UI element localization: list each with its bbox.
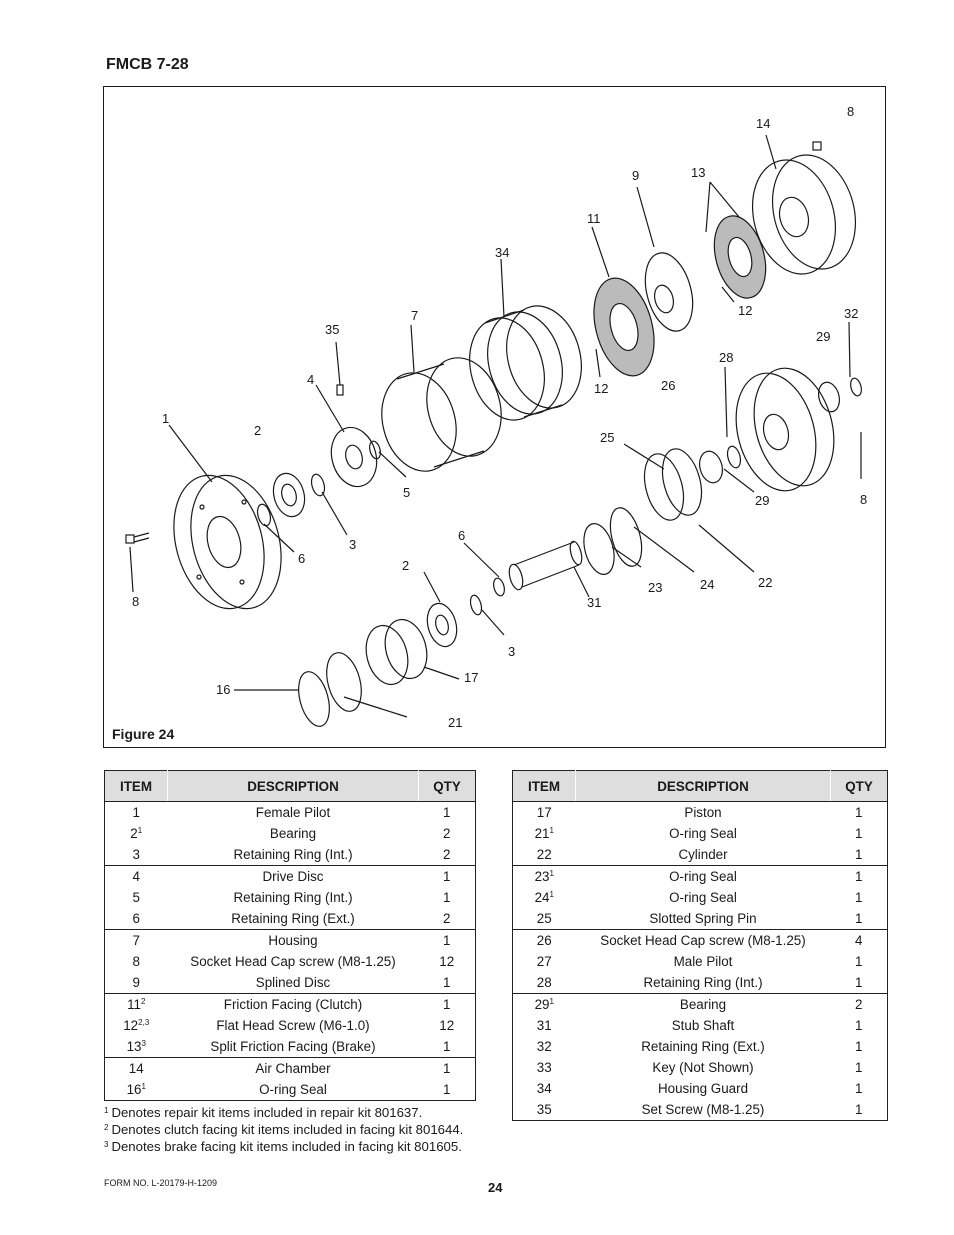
callout-29: 29 [816,329,831,344]
cell-item: 1 [105,802,168,824]
cell-item: 27 [513,951,576,972]
table-row [513,1036,888,1057]
table-row [513,844,888,866]
cell-description: Slotted Spring Pin [649,911,757,926]
piston-drawing [360,615,433,689]
cell-qty: 1 [831,1036,888,1057]
cell-description: O-ring Seal [168,1079,419,1101]
header-item: ITEM [105,771,168,802]
split-facing-drawing [706,210,774,304]
footnote [104,1138,463,1155]
cell-qty: 1 [831,844,888,866]
figure-24 [103,86,886,748]
callout-6: 6 [458,528,466,543]
cell-description: Retaining Ring (Ext.) [641,1039,765,1054]
callout-34: 34 [495,245,510,260]
cell-description: Housing [168,930,419,952]
table-row [513,951,888,972]
callout-21: 21 [448,715,463,730]
cell-qty: 1 [831,1078,888,1099]
cell-item: $29^1$ [513,994,576,1016]
header-description: DESCRIPTION [576,771,831,802]
cell-description: Flat Head Screw (M6-1.0) [216,1018,370,1033]
cell-item: 33 [513,1057,576,1078]
table-row [513,1015,888,1036]
table-row [513,994,888,1016]
table-row [105,844,476,866]
housing-guard-drawing [459,297,592,428]
form-number: FORM NO. L-20179-H-1209 [104,1178,218,1188]
cell-qty: 1 [419,802,476,824]
cell-item: 6 [105,908,168,930]
cell-description: Set Screw (M8-1.25) [576,1099,831,1121]
cell-description: Female Pilot [255,805,331,820]
cell-item: $11^2$ [105,994,168,1016]
callout-2: 2 [254,423,262,438]
callout-23: 23 [648,580,663,595]
cell-item: 35 [513,1099,576,1121]
cell-item: 5 [105,887,168,908]
cell-qty: 1 [831,1057,888,1078]
table-row [105,866,476,888]
cell-description: Housing Guard [657,1081,749,1096]
cell-item: 26 [513,930,576,952]
cell-description: Cylinder [678,847,728,862]
table-row [105,823,476,844]
table-row [513,866,888,888]
table-row [105,1015,476,1036]
cell-description: Piston [684,805,722,820]
stub-shaft-drawing [507,540,584,591]
callout-17: 17 [464,670,479,685]
female-pilot-drawing [160,465,295,619]
bearing-lower-drawing [423,600,461,650]
callout-31: 31 [587,595,602,610]
callout-9: 9 [632,168,640,183]
callout-3: 3 [349,537,357,552]
callout-4: 4 [307,372,315,387]
callout-35: 35 [325,322,340,337]
callout-2: 2 [402,558,410,573]
footnote-text: Denotes brake facing kit items included in facing kit 801605. [111,1139,462,1154]
cell-description: Socket Head Cap screw (M8-1.25) [576,930,831,952]
cell-qty: 1 [831,866,888,888]
table-row [513,887,888,908]
header-qty: QTY [419,771,476,802]
callout-6: 6 [298,551,306,566]
table-row [105,908,476,930]
cell-item: $2^1$ [105,823,168,844]
bearing-drawing [269,470,309,520]
cell-description: Retaining Ring (Ext.) [231,911,355,926]
table-row [105,972,476,994]
cell-item: 8 [105,951,168,972]
exploded-view-drawing [104,87,887,749]
cell-description: Drive Disc [168,866,419,888]
footnotes [104,1104,463,1155]
cell-qty: 1 [831,1015,888,1036]
table-row [105,951,476,972]
cell-qty: 2 [419,823,476,844]
callout-28: 28 [719,350,734,365]
cell-description: Male Pilot [673,954,733,969]
cell-qty: 1 [831,972,888,994]
callout-29: 29 [755,493,770,508]
callout-12: 12 [594,381,609,396]
cell-description: O-ring Seal [669,890,737,905]
callout-32: 32 [844,306,859,321]
table-row [513,823,888,844]
cell-item: 34 [513,1078,576,1099]
cell-description: Retaining Ring (Int.) [233,847,353,862]
table-row [105,887,476,908]
cell-item: 4 [105,866,168,888]
callout-11: 11 [587,211,601,226]
housing-drawing [371,349,511,479]
cell-item: 17 [513,802,576,824]
callout-13: 13 [691,165,706,180]
table-row [513,1078,888,1099]
cell-description: O-ring Seal [669,826,737,841]
cell-item: 25 [513,908,576,930]
cell-qty: 1 [419,972,476,994]
footnote [104,1121,463,1138]
page-number: 24 [488,1180,503,1195]
footnote-mark: 3 [104,1140,109,1149]
parts-table-left [104,770,476,1101]
cell-qty: 1 [419,1058,476,1080]
callout-3: 3 [508,644,516,659]
cell-item: $16^1$ [105,1079,168,1101]
cell-qty: 1 [831,908,888,930]
cell-description: Split Friction Facing (Brake) [210,1039,376,1054]
page-title: FMCB 7-28 [106,56,189,73]
cell-qty: 1 [419,1036,476,1058]
callout-8: 8 [847,104,855,119]
cell-description: Bearing [269,826,317,841]
cell-item: 9 [105,972,168,994]
callout-22: 22 [758,575,773,590]
table-row [513,1099,888,1121]
cell-item: 7 [105,930,168,952]
table-row [105,1036,476,1058]
cell-description: Stub Shaft [671,1018,735,1033]
table-header-row [513,771,888,802]
footnote-text: Denotes repair kit items included in repair kit 801637. [111,1105,423,1120]
cell-description: Retaining Ring (Int.) [233,890,353,905]
cell-item: $23^1$ [513,866,576,888]
header-qty: QTY [831,771,888,802]
footnote-mark: 1 [104,1106,109,1115]
header-item: ITEM [513,771,576,802]
footnote-mark: 2 [104,1123,109,1132]
cell-item: 31 [513,1015,576,1036]
cell-qty: 1 [831,951,888,972]
table-row [105,930,476,952]
cell-description: O-ring Seal [576,866,831,888]
footnote-text: Denotes clutch facing kit items included in facing kit 801644. [111,1122,464,1137]
callout-25: 25 [600,430,615,445]
cell-qty: 1 [419,930,476,952]
cell-item: 32 [513,1036,576,1057]
friction-facing-drawing [584,271,664,382]
cell-qty: 1 [419,1079,476,1101]
cell-qty: 1 [419,887,476,908]
male-pilot-drawing [724,359,846,500]
cell-description: Key (Not Shown) [652,1060,754,1075]
cylinder-drawing [638,444,708,524]
table-row [105,802,476,824]
cell-qty: 1 [831,887,888,908]
table-row [105,1058,476,1080]
callout-1: 1 [162,411,170,426]
callout-8: 8 [860,492,868,507]
cell-item: $21^1$ [513,823,576,844]
cell-item: 14 [105,1058,168,1080]
cell-qty: 1 [831,802,888,824]
cell-description: Splined Disc [255,975,331,990]
cell-description: Socket Head Cap screw (M8-1.25) [190,954,396,969]
table-row [513,930,888,952]
cell-qty: 12 [419,951,476,972]
cell-qty: 12 [419,1015,476,1036]
cell-qty: 1 [831,823,888,844]
cell-qty: 2 [419,844,476,866]
callout-5: 5 [403,485,411,500]
drive-disc-drawing [325,385,383,492]
cell-qty: 1 [419,866,476,888]
table-row [513,972,888,994]
table-row [105,994,476,1016]
header-description: DESCRIPTION [168,771,419,802]
table-row [513,908,888,930]
callout-14: 14 [756,116,771,131]
cell-item: $13^3$ [105,1036,168,1058]
cell-description: Air Chamber [168,1058,419,1080]
cell-item: 28 [513,972,576,994]
parts-table-right [512,770,888,1121]
cell-qty: 4 [831,930,888,952]
callout-16: 16 [216,682,231,697]
cell-item: $24^1$ [513,887,576,908]
cell-item: 3 [105,844,168,866]
cell-qty: 2 [419,908,476,930]
table-row [513,802,888,824]
cell-qty: 1 [831,1099,888,1121]
table-row [105,1079,476,1101]
cell-qty: 2 [831,994,888,1016]
cell-description: Bearing [576,994,831,1016]
cell-description: Retaining Ring (Int.) [643,975,763,990]
cell-item: 12$^{2,3}$ [105,1015,168,1036]
callout-8: 8 [132,594,140,609]
cap-screw-drawing [126,533,149,543]
cell-item: 22 [513,844,576,866]
callout-7: 7 [411,308,419,323]
table-row [513,1057,888,1078]
footnote [104,1104,463,1121]
callout-24: 24 [700,577,715,592]
cell-qty: 1 [419,994,476,1016]
callout-12: 12 [738,303,753,318]
callout-26: 26 [661,378,676,393]
cell-description: Friction Facing (Clutch) [168,994,419,1016]
table-header-row [105,771,476,802]
figure-caption: Figure 24 [112,726,175,742]
